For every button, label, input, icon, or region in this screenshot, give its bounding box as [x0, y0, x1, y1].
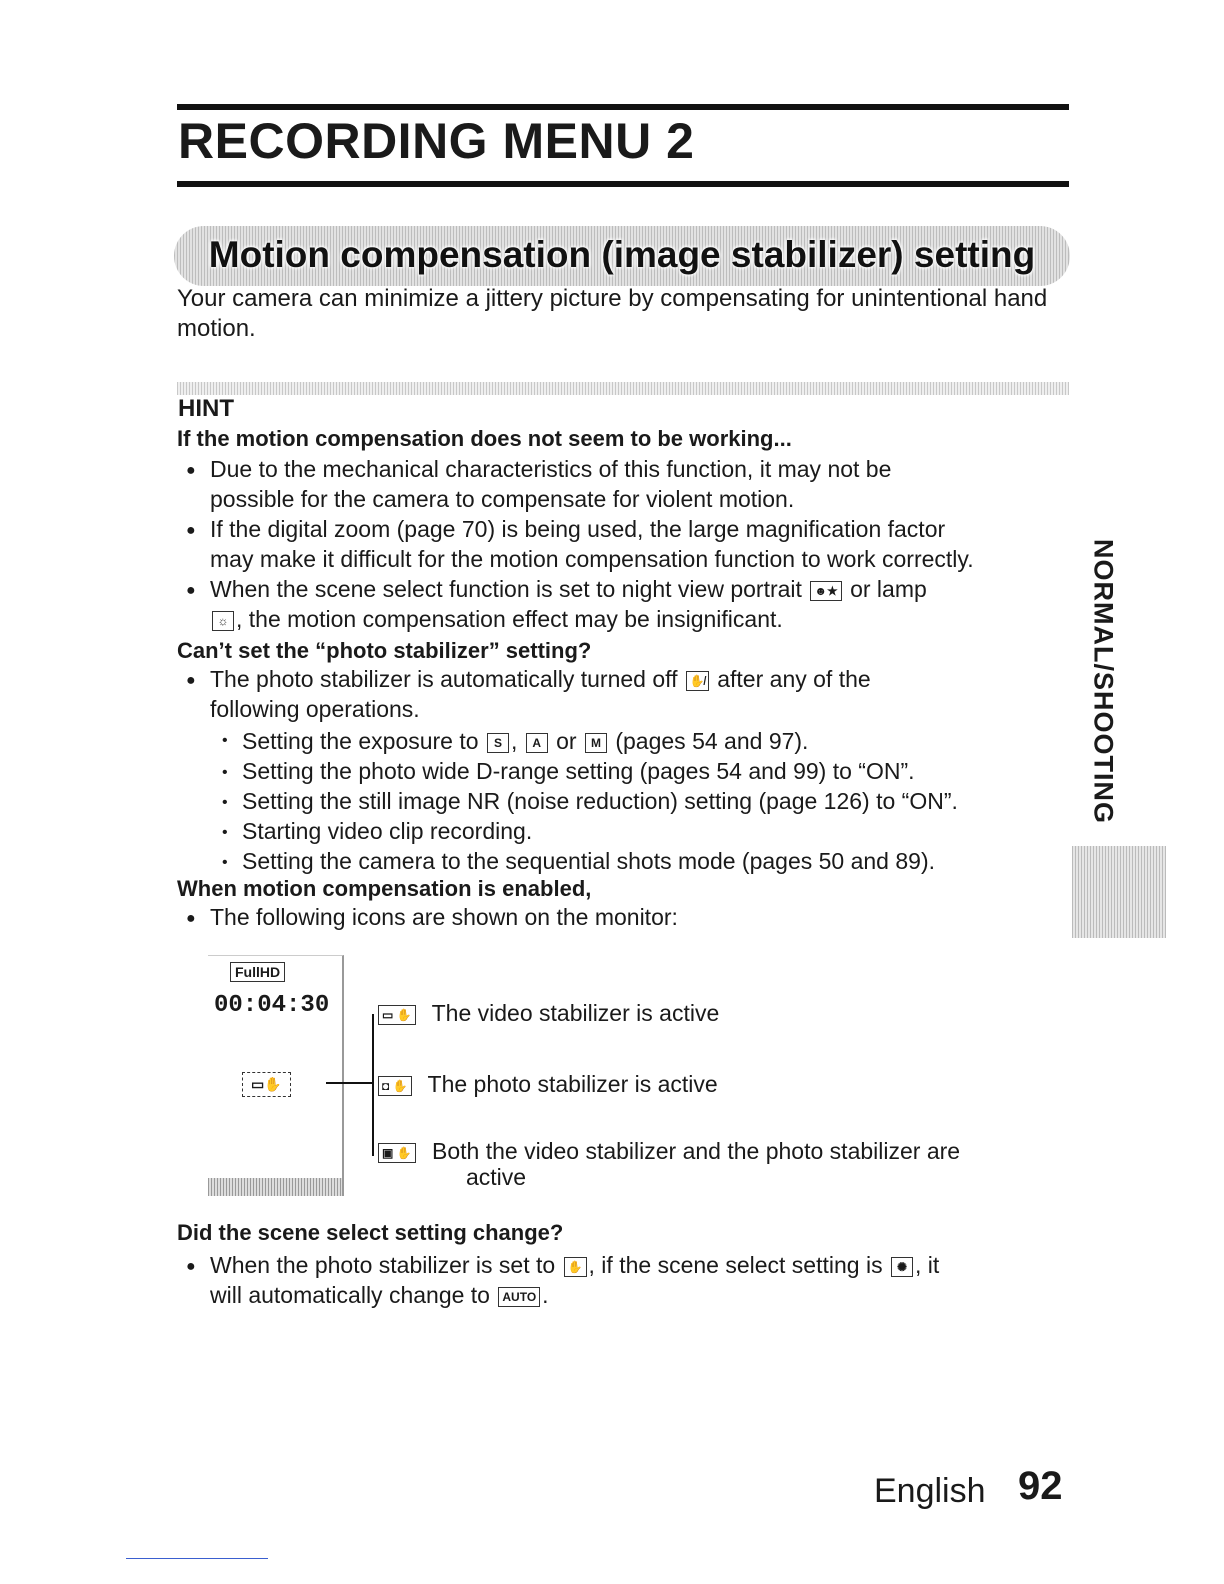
q4-bullet-1-text-d: will automatically change to	[210, 1282, 490, 1308]
page-title: RECORDING MENU 2	[178, 113, 695, 169]
hint-question-1: If the motion compensation does not seem to be working...	[177, 426, 792, 451]
monitor-illustration	[208, 955, 344, 1196]
hint-heading: HINT	[178, 395, 234, 422]
hint-question-2: Can’t set the “photo stabilizer” setting?	[177, 638, 592, 663]
q1-bullet-2-line-1: If the digital zoom (page 70) is being used, the large magnification factor	[210, 516, 946, 542]
q2-dash-1-sep-1: ,	[510, 728, 518, 754]
shutter-priority-icon: S	[487, 733, 509, 753]
q2-dash-1-text-a: Setting the exposure to	[242, 728, 479, 754]
callout-leader	[326, 1082, 372, 1084]
aperture-priority-icon: A	[526, 733, 548, 753]
q2-dash-1-sep-2: or	[556, 728, 577, 754]
q4-bullet-1-line-1	[210, 1252, 939, 1279]
q1-bullet-1-line-2: possible for the camera to compensate for violent motion.	[210, 486, 795, 512]
section-side-tab	[1084, 536, 1122, 836]
hint-question-4: Did the scene select setting change?	[177, 1220, 564, 1245]
q2-dash-3: Setting the still image NR (noise reduction) setting (page 126) to “ON”.	[242, 788, 958, 814]
video-stabilizer-text: The video stabilizer is active	[431, 1000, 720, 1026]
dot-icon: •	[222, 854, 228, 871]
q4-bullet-1-text-e: .	[542, 1282, 549, 1308]
stabilizer-indicator-icon: ▭✋	[242, 1072, 291, 1097]
q2-bullet-1-line-1	[210, 666, 871, 693]
dot-icon: •	[222, 794, 228, 811]
title-rule-top	[177, 104, 1069, 110]
both-stabilizer-icon: ▣ ✋	[378, 1143, 416, 1163]
footnote-rule	[126, 1558, 268, 1559]
side-tab-label: NORMAL/SHOOTING	[1088, 539, 1119, 824]
q2-dash-5: Setting the camera to the sequential shots mode (pages 50 and 89).	[242, 848, 935, 874]
monitor-shade	[208, 1178, 342, 1196]
hint-divider	[177, 382, 1069, 395]
dot-icon: •	[222, 732, 228, 749]
video-stabilizer-row	[376, 1000, 719, 1027]
q2-dash-1-text-b: (pages 54 and 97).	[615, 728, 809, 754]
section-banner	[174, 226, 1070, 286]
intro-paragraph: Your camera can minimize a jittery picture by compensating for unintentional hand motion.	[177, 285, 1048, 342]
q1-bullet-3-text-c: , the motion compensation effect may be insignificant.	[236, 606, 783, 632]
q2-bullet-1-text-b: after any of the	[717, 666, 871, 692]
photo-stabilizer-icon: ◘ ✋	[378, 1076, 412, 1096]
page-number: 92	[1018, 1464, 1063, 1508]
q1-bullet-1-line-1: Due to the mechanical characteristics of this function, it may not be	[210, 456, 892, 482]
q1-bullet-3-line-1	[210, 576, 927, 603]
both-stabilizer-row	[376, 1138, 960, 1165]
video-stabilizer-icon: ▭ ✋	[378, 1005, 416, 1025]
q3-bullet-1: The following icons are shown on the monitor:	[210, 904, 678, 930]
stabilizer-off-icon: ✋̸	[686, 671, 709, 691]
photo-stabilizer-row	[376, 1071, 718, 1098]
full-hd-icon: FullHD	[230, 962, 285, 982]
bullet-icon: ●	[186, 582, 196, 599]
q4-bullet-1-text-c: , it	[914, 1252, 940, 1278]
q2-dash-1	[242, 728, 808, 755]
q2-bullet-1-text-a: The photo stabilizer is automatically turned off	[210, 666, 678, 692]
fireworks-scene-icon: ✺	[891, 1257, 913, 1277]
q4-bullet-1-text-a: When the photo stabilizer is set to	[210, 1252, 556, 1278]
both-stabilizer-text: Both the video stabilizer and the photo stabilizer are	[432, 1138, 961, 1164]
bullet-icon: ●	[186, 1258, 196, 1275]
photo-stabilizer-text: The photo stabilizer is active	[427, 1071, 718, 1097]
manual-exposure-icon: M	[585, 733, 607, 753]
q1-bullet-2-line-2: may make it difficult for the motion compensation function to work correctly.	[210, 546, 974, 572]
callout-bracket	[372, 1014, 374, 1156]
dot-icon: •	[222, 824, 228, 841]
photo-stabilizer-on-icon: ✋	[564, 1257, 587, 1277]
hint-question-3: When motion compensation is enabled,	[177, 876, 592, 901]
lamp-icon: ☼	[212, 611, 234, 631]
footer-language: English	[874, 1472, 986, 1510]
dot-icon: •	[222, 764, 228, 781]
q1-bullet-3-text-b: or lamp	[850, 576, 927, 602]
section-banner-text: Motion compensation (image stabilizer) setting	[208, 234, 1036, 275]
q1-bullet-3-text-a: When the scene select function is set to night view portrait	[210, 576, 802, 602]
q4-bullet-1-text-b: , if the scene select setting is	[588, 1252, 883, 1278]
q2-bullet-1-line-2: following operations.	[210, 696, 420, 722]
bullet-icon: ●	[186, 462, 196, 479]
auto-scene-icon: AUTO	[498, 1287, 540, 1307]
side-tab-marker	[1072, 846, 1166, 938]
q4-bullet-1-line-2	[210, 1282, 549, 1309]
q2-dash-4: Starting video clip recording.	[242, 818, 533, 844]
monitor-time: 00:04:30	[214, 992, 330, 1019]
both-stabilizer-row-line-2: active	[466, 1164, 527, 1190]
bullet-icon: ●	[186, 522, 196, 539]
night-portrait-icon: ☻★	[810, 581, 841, 601]
title-rule-bottom	[177, 181, 1069, 187]
bullet-icon: ●	[186, 910, 196, 927]
bullet-icon: ●	[186, 672, 196, 689]
q2-dash-2: Setting the photo wide D-range setting (pages 54 and 99) to “ON”.	[242, 758, 915, 784]
q1-bullet-3-line-2	[210, 606, 783, 633]
